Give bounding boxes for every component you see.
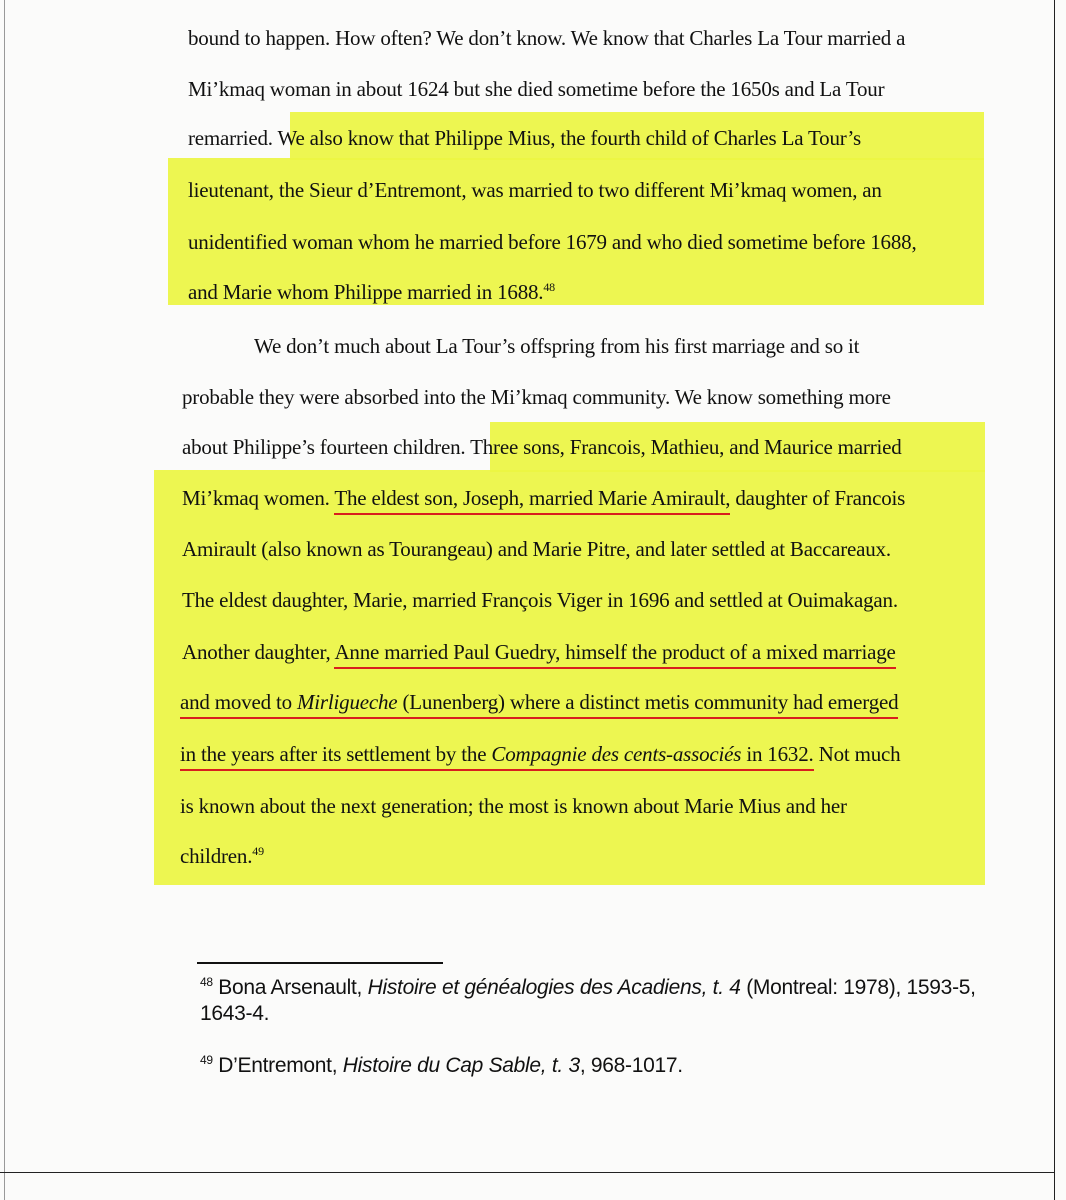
highlight-block-2b <box>154 470 985 885</box>
footnote-48-continued: 1643-4. <box>200 1002 270 1025</box>
page-edge-bottom <box>0 1172 1055 1173</box>
page-edge-right <box>1054 0 1055 1200</box>
p2-line-7-a: Another daughter, <box>182 640 331 664</box>
p1-line-3 <box>188 126 861 150</box>
p2-line-4-b: daughter of Francois <box>735 486 906 510</box>
place-name-mirligueche: Mirligueche <box>296 690 398 714</box>
footnote-48-details: (Montreal: 1978), 1593-5, <box>746 976 976 999</box>
p2-line-7 <box>182 640 896 664</box>
p2-line-4-a: Mi’kmaq women. <box>182 486 330 510</box>
p2-line-2: probable they were absorbed into the Mi’kmaq community. We know something more <box>182 385 891 409</box>
p1-line-4: lieutenant, the Sieur d’Entremont, was married to two different Mi’kmaq women, an <box>188 178 882 202</box>
page-edge-left <box>4 0 5 1200</box>
footnote-49 <box>200 1054 683 1078</box>
p2-line-10: is known about the next generation; the most is known about Marie Mius and her <box>180 794 847 818</box>
p2-line-9-tail: Not much <box>818 742 901 766</box>
p2-line-9-underlined <box>180 742 814 771</box>
p2-line-8-a: and moved to <box>180 690 292 714</box>
footnote-48 <box>200 976 976 1000</box>
p2-line-8-b: (Lunenberg) where a distinct metis community had emerged <box>402 690 899 714</box>
p2-line-9 <box>180 742 900 766</box>
p2-line-3 <box>182 435 902 459</box>
p2-line-11 <box>180 844 264 868</box>
company-name: Compagnie des cents-associés <box>491 742 742 766</box>
p2-line-9-b: in 1632. <box>746 742 814 766</box>
footnote-48-number: 48 <box>200 975 213 989</box>
footnote-49-details: , 968-1017. <box>579 1054 683 1077</box>
p2-line-8 <box>180 690 898 714</box>
footnote-48-title: Histoire et généalogies des Acadiens, t. 4 <box>367 976 741 999</box>
p1-line-5: unidentified woman whom he married before 1679 and who died sometime before 1688, <box>188 230 917 254</box>
p2-line-5: Amirault (also known as Tourangeau) and Marie Pitre, and later settled at Baccareaux. <box>182 537 891 561</box>
p2-line-3-highlighted: Three sons, Francois, Mathieu, and Maurice married <box>470 435 902 459</box>
footnote-48-author: Bona Arsenault, <box>218 976 363 999</box>
p1-line-3-plain: remarried. <box>188 126 273 150</box>
p1-line-6-text: and Marie whom Philippe married in 1688. <box>188 280 544 304</box>
p2-line-8-underlined <box>180 690 898 719</box>
p2-line-6: The eldest daughter, Marie, married François Viger in 1696 and settled at Ouimakagan. <box>182 588 898 612</box>
p1-line-6 <box>188 280 555 304</box>
footnote-49-title: Histoire du Cap Sable, t. 3 <box>342 1054 580 1077</box>
p2-line-4 <box>182 486 905 510</box>
p2-line-9-a: in the years after its settlement by the <box>180 742 487 766</box>
p2-line-3-plain: about Philippe’s fourteen children. <box>182 435 466 459</box>
p1-line-2: Mi’kmaq woman in about 1624 but she died sometime before the 1650s and La Tour <box>188 77 885 101</box>
p2-line-4-underlined: The eldest son, Joseph, married Marie Amirault, <box>334 486 730 515</box>
p2-line-11-text: children. <box>180 844 253 868</box>
footnote-49-number: 49 <box>200 1053 213 1067</box>
footnote-ref-48: 48 <box>543 280 555 294</box>
footnote-49-author: D’Entremont, <box>218 1054 338 1077</box>
footnote-separator <box>197 962 443 964</box>
p2-line-7-underlined: Anne married Paul Guedry, himself the product of a mixed marriage <box>334 640 895 669</box>
p1-line-1: bound to happen. How often? We don’t know. We know that Charles La Tour married a <box>188 26 906 50</box>
p1-line-3-highlighted: We also know that Philippe Mius, the fourth child of Charles La Tour’s <box>277 126 861 150</box>
p2-line-1: We don’t much about La Tour’s offspring from his first marriage and so it <box>254 334 860 358</box>
footnote-ref-49: 49 <box>252 844 264 858</box>
